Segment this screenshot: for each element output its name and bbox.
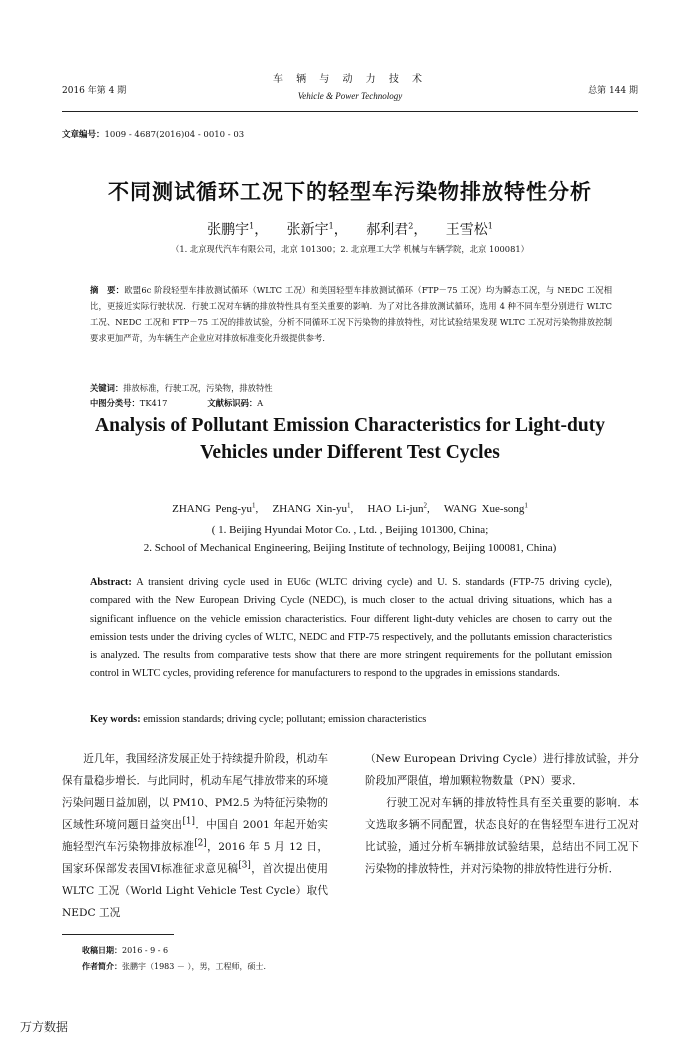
title-en: Analysis of Pollutant Emission Characteristics for Light-duty Vehicles under Different Test Cycles xyxy=(95,415,605,463)
author-cn: 王雪松$^1$ xyxy=(445,221,493,238)
affiliation-en: ( 1. Beijing Hyundai Motor Co. , Ltd. , Beijing 101300, China; 2. School of Mechanical Engineering, Beijing Institute of technology, Beijing 100081, China) xyxy=(143,524,557,554)
body-column-right xyxy=(365,748,639,880)
citation[interactable]: [3] xyxy=(238,860,251,871)
author-en: ZHANG Peng-$yu^1$, xyxy=(172,501,259,515)
doc-code-label: 文献标识码： xyxy=(207,398,258,408)
body-paragraph: （New European Driving Cycle）进行排放试验，并分阶段加严限值，增加颗粒物数量（PN）要求． xyxy=(365,753,639,787)
total-issue-label: 总第 144 期 xyxy=(588,86,638,96)
classification-row xyxy=(90,396,612,411)
header-rule xyxy=(62,111,638,112)
body-paragraph: 行驶工况对车辆的排放特性具有至关重要的影响．本文选取多辆不同配置，状态良好的在售轻型车进行工况对比试验，通过分析车辆排放试验结果，总结出不同工况下污染物的排放特性，并对污染物的排放特性进行分析． xyxy=(365,797,639,875)
author-en: ZHANG Xin-$yu^1$, xyxy=(272,501,354,515)
keywords-cn: 关键词：排放标准，行驶工况，污染物，排放特性 xyxy=(90,383,273,393)
clc-value: TK417 xyxy=(139,398,168,408)
abstract-cn-text: 欧盟6c 阶段轻型车排放测试循环（WLTC 工况）和美国轻型车排放测试循环（FTP－75 工况）均为瞬态工况，与 NEDC 工况相比，更接近实际行驶状况．行驶工况对车辆的排放特性具有至关重要的影响．为了对比各排放测试循环，选用 4 种不同车型分别进行 WLTC 工况、NEDC 工况和 FTP－75 工况的排放试验，分析不同循环工况下污染物的排放特性，对比试验结果发现 WLTC 工况对污染物排放控制要求更加严苛，为车辆生产企业应对排放标准变化升级提供参考． xyxy=(90,285,612,343)
abstract-cn xyxy=(90,282,612,346)
watermark: 万方数据 xyxy=(20,1020,69,1034)
journal-name-en: Vehicle & Power Technology xyxy=(297,91,403,101)
abstract-en xyxy=(90,574,612,684)
article-number-value: 1009 - 4687(2016)04 - 0010 - 03 xyxy=(104,130,245,140)
article-number xyxy=(62,128,244,140)
doc-code-value: A xyxy=(257,398,264,408)
keywords-en: Key words: emission standards; driving cycle; pollutant; emission characteristics xyxy=(90,714,427,725)
citation[interactable]: [1] xyxy=(182,816,195,827)
author-cn: 张新宇$^1$， xyxy=(286,221,348,238)
received-date: 收稿日期：2016 - 9 - 6 xyxy=(82,946,169,955)
author-cn: 张鹏宇$^1$， xyxy=(207,221,269,238)
body-paragraph: 近几年，我国经济发展正处于持续提升阶段，机动车保有量稳步增长．与此同时，机动车尾气排放带来的环境污染问题日益加剧，以 PM10、PM2.5 为特征污染物的区域性环境问题日益突出[1]．中国自 2001 年起开始实施轻型汽车污染物排放标准[2]，2016 年 5 月 12 日，国家环保部发表国Ⅵ标准征求意见稿[3]，首次提出使用 WLTC 工况（World Light Vehicle Test Cycle）取代 NEDC 工况 xyxy=(62,753,329,919)
abstract-en-text: A transient driving cycle used in EU6c (WLTC driving cycle) and U. S. standards (FTP-75 driving cycle), compared with the New European Driving Cycle (NEDC), is much closer to the actual driving situations, which has a significant influence on the vehicle emission characteristics. Four different light-duty vehicles are chosen to carry out the emission tests under the driving cycles of WLTC, NEDC and FTP-75 respectively, and the pollutants emission characteristics is analyzed. The results from comparative tests show that there are more stringent requirements for the pollutant emission control in WLTC cycles, providing reference for manufacturers to respond to the upgrades in emissions standards. xyxy=(90,577,612,680)
title-cn: 不同测试循环工况下的轻型车污染物排放特性分析 xyxy=(108,180,592,204)
author-cn: 郝利君$^2$， xyxy=(366,221,428,238)
authors-en xyxy=(0,503,700,515)
citation[interactable]: [2] xyxy=(194,838,207,849)
clc-label: 中图分类号： xyxy=(90,398,140,408)
author-bio: 作者简介：张鹏宇（1983 － ），男，工程师，硕士． xyxy=(82,962,272,971)
footnote xyxy=(82,943,271,975)
keywords-cn-block xyxy=(90,381,612,411)
article-number-label: 文章编号： xyxy=(62,130,105,140)
abstract-en-label: Abstract: xyxy=(90,577,132,588)
authors-cn xyxy=(0,219,700,239)
author-en: WANG Xue-song$^1$ xyxy=(443,501,528,515)
footnote-rule xyxy=(62,934,174,935)
issue-label: 2016 年第 4 期 xyxy=(62,86,127,96)
journal-name-cn: 车 辆 与 动 力 技 术 xyxy=(272,74,428,85)
affiliation-cn: （1. 北京现代汽车有限公司，北京 101300；2. 北京理工大学 机械与车辆学院，北京 100081） xyxy=(171,244,529,254)
body-column-left xyxy=(62,748,328,924)
abstract-cn-label: 摘 要： xyxy=(90,285,125,295)
author-en: HAO Li-jun$^2$, xyxy=(367,501,430,515)
